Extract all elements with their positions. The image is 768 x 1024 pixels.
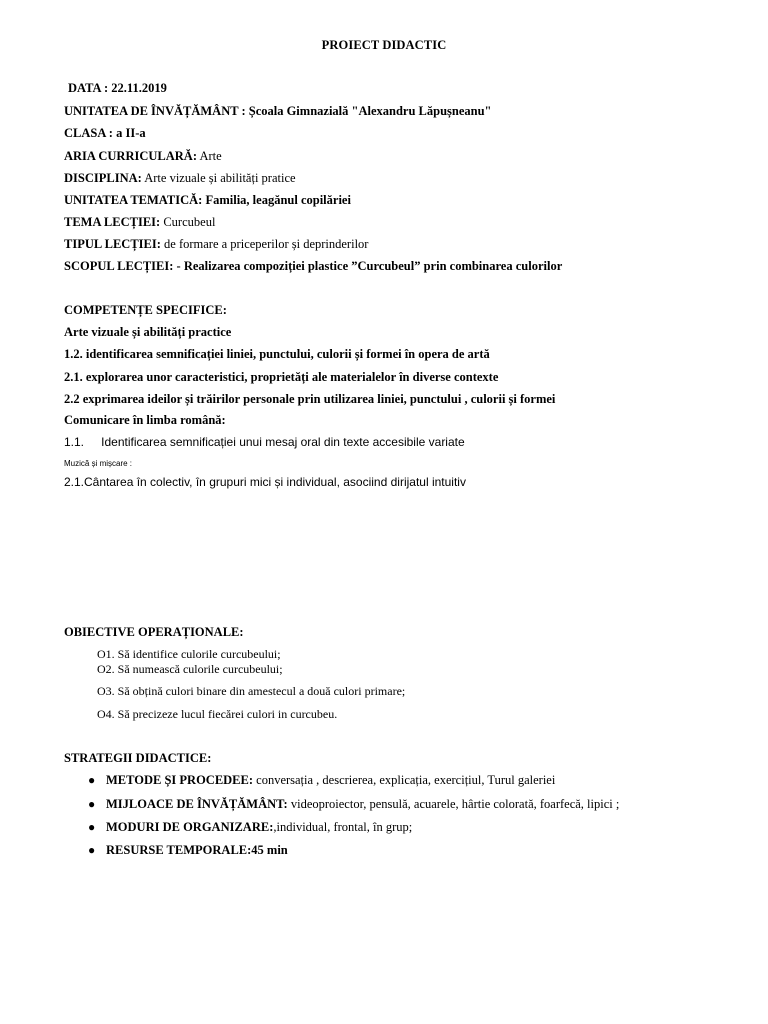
obiectiv-item: O4. Să precizeze lucul fiecărei culori in curcubeu. xyxy=(97,707,338,721)
clasa-line: CLASA : a II-a xyxy=(64,126,146,140)
bullet-icon: ● xyxy=(88,797,96,811)
strategie-label: MIJLOACE DE ÎNVĂȚĂMÂNT: xyxy=(106,797,288,811)
strategie-item-moduri xyxy=(106,819,412,835)
strategie-label: MODURI DE ORGANIZARE: xyxy=(106,820,274,834)
strategie-item-metode xyxy=(106,772,555,788)
disciplina-label: DISCIPLINA: xyxy=(64,171,142,185)
unitatea-line: UNITATEA DE ÎNVĂȚĂMÂNT : Școala Gimnazială "Alexandru Lăpușneanu" xyxy=(64,104,492,118)
document-title: PROIECT DIDACTIC xyxy=(321,38,447,52)
competenta-item-muzica: 2.1.Cântarea în colectiv, în grupuri mici și individual, asociind dirijatul intuitiv xyxy=(64,475,466,489)
tema-label: TEMA LECȚIEI: xyxy=(64,215,161,229)
competente-heading: COMPETENȚE SPECIFICE: xyxy=(64,303,227,317)
tipul-line xyxy=(64,236,368,252)
strategie-label: METODE ȘI PROCEDEE: xyxy=(106,773,254,787)
competenta-item: 1.2. identificarea semnificației liniei, punctului, culorii și formei în opera de artă xyxy=(64,347,490,361)
aria-value: Arte xyxy=(199,149,222,163)
strategie-label: RESURSE TEMPORALE:45 min xyxy=(106,843,288,857)
competente-subject-arte: Arte vizuale și abilități practice xyxy=(64,325,232,339)
competente-subject-muzica: Muzică și mișcare : xyxy=(64,459,133,468)
obiectiv-item: O2. Să numească culorile curcubeului; xyxy=(97,662,283,676)
aria-label: ARIA CURRICULARĂ: xyxy=(64,149,197,163)
strategie-item-mijloace xyxy=(106,796,619,812)
strategie-value: conversația , descrierea, explicația, exercițiul, Turul galeriei xyxy=(253,773,556,787)
bullet-icon: ● xyxy=(88,820,96,834)
bullet-icon: ● xyxy=(88,773,96,787)
tema-value: Curcubeul xyxy=(163,215,216,229)
strategie-item-resurse xyxy=(106,842,288,858)
tema-line xyxy=(64,214,215,230)
date-line: DATA : 22.11.2019 xyxy=(68,81,167,95)
competenta-item: 2.1. explorarea unor caracteristici, proprietăți ale materialelor în diverse contexte xyxy=(64,370,499,384)
bullet-icon: ● xyxy=(88,843,96,857)
disciplina-line xyxy=(64,170,296,186)
competenta-item-romana xyxy=(64,434,465,450)
scopul-line: SCOPUL LECȚIEI: - Realizarea compoziției plastice ”Curcubeul” prin combinarea culorilor xyxy=(64,259,563,273)
unitatea-tematica-line xyxy=(64,192,351,208)
obiective-heading: OBIECTIVE OPERAȚIONALE: xyxy=(64,625,244,639)
competenta-text: Identificarea semnificației unui mesaj oral din texte accesibile variate xyxy=(101,435,465,449)
unitatea-tematica-value: Familia, leagănul copilăriei xyxy=(205,193,351,207)
competente-subject-romana: Comunicare în limba română: xyxy=(64,413,226,427)
competenta-number: 1.1. xyxy=(64,435,85,449)
tipul-label: TIPUL LECȚIEI: xyxy=(64,237,161,251)
strategii-heading: STRATEGII DIDACTICE: xyxy=(64,751,212,765)
aria-line xyxy=(64,148,222,164)
competenta-item: 2.2 exprimarea ideilor și trăirilor personale prin utilizarea liniei, punctului , culorii și formei xyxy=(64,392,556,406)
strategie-value: videoproiector, pensulă, acuarele, hârtie colorată, foarfecă, lipici ; xyxy=(287,797,620,811)
obiectiv-item: O1. Să identifice culorile curcubeului; xyxy=(97,647,281,661)
obiectiv-item: O3. Să obțină culori binare din amestecul a două culori primare; xyxy=(97,684,406,698)
disciplina-value: Arte vizuale și abilități pratice xyxy=(144,171,296,185)
tipul-value: de formare a priceperilor și deprinderilor xyxy=(164,237,369,251)
strategie-value: ,individual, frontal, în grup; xyxy=(273,820,413,834)
unitatea-tematica-label: UNITATEA TEMATICĂ: xyxy=(64,193,203,207)
